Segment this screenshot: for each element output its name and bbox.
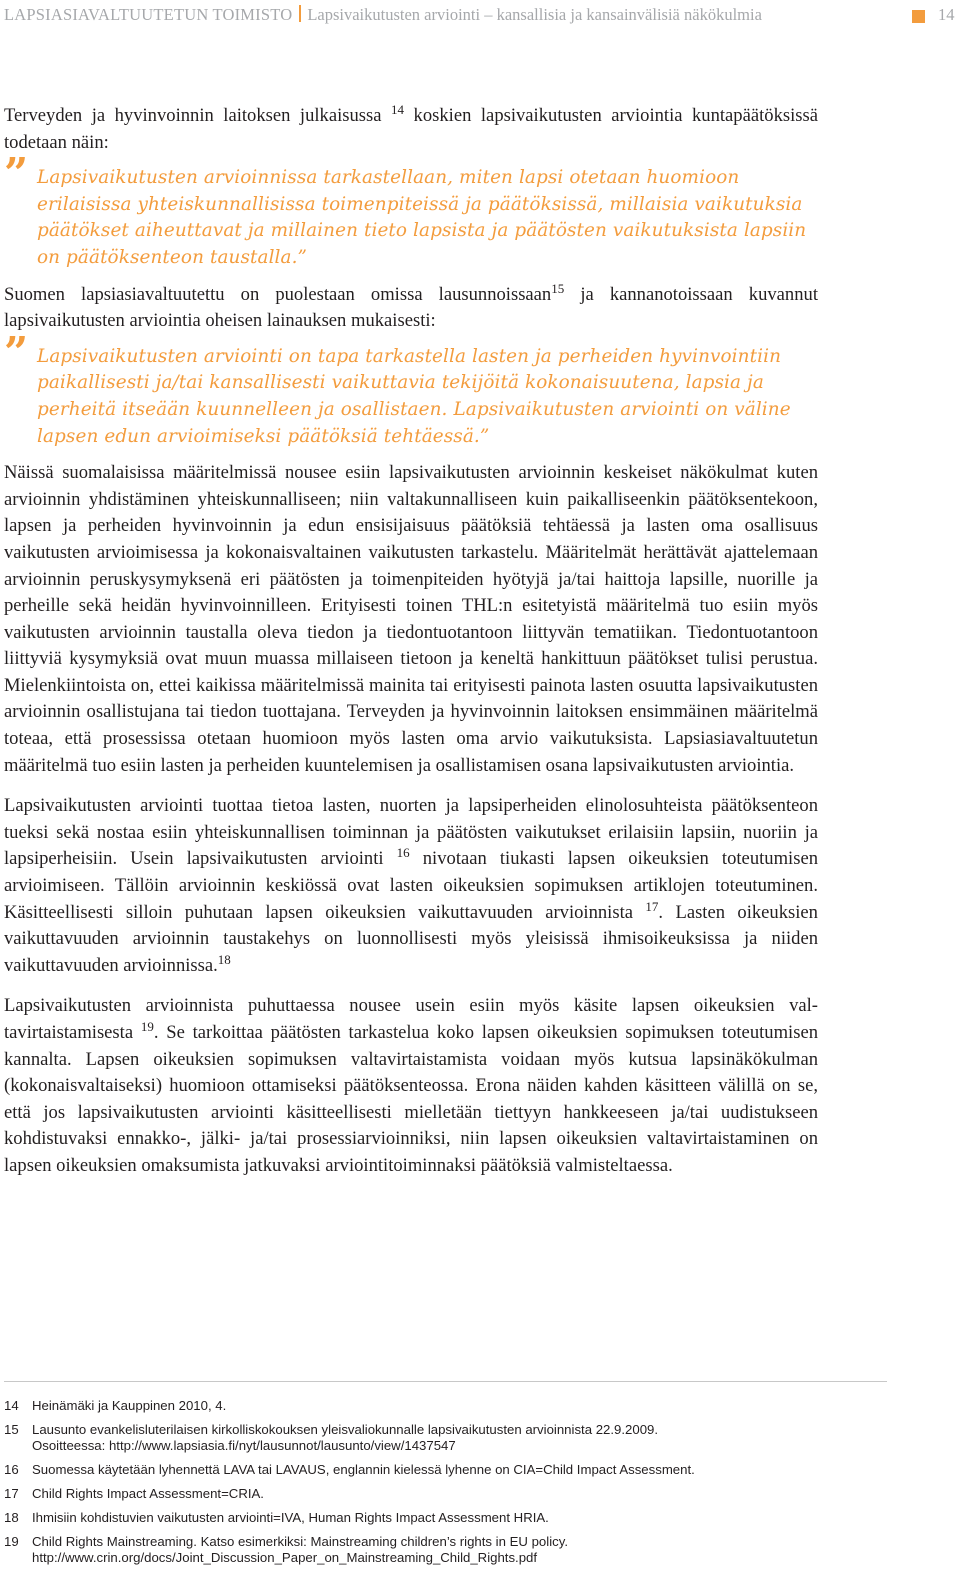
paragraph-text: koskien lapsivaikutusten arviointia kuntapäätöksissä todetaan näin: xyxy=(4,105,818,153)
footnote-number: 19 xyxy=(4,1534,19,1549)
footnote-ref[interactable]: 17 xyxy=(645,898,659,914)
quote-1 xyxy=(4,149,818,271)
footnote-number: 18 xyxy=(4,1510,19,1525)
quote-text: Lapsivaikutusten arviointi on tapa tarkastella lasten ja perheiden hyvinvointiin paikallisesti ja/tai kansallisesti vaikuttavia tekijöitä kokonaisuutena, lapsia ja perheitä itseään kuunnelleen ja osallistaen. Lapsivaikutusten arviointi on väline lapsen edun arvioimiseksi päätöksiä tehtäessä.” xyxy=(37,345,791,447)
footnote-divider xyxy=(4,1381,887,1382)
running-header xyxy=(4,5,956,27)
footnote-link[interactable]: Osoitteessa: http://www.lapsiasia.fi/nyt/lausunnot/lausunto/view/1437547 xyxy=(32,1438,456,1453)
quote-mark-icon: ” xyxy=(4,149,29,199)
page-number-marker xyxy=(912,10,925,23)
footnote-text: Heinämäki ja Kauppinen 2010, 4. xyxy=(32,1398,227,1413)
paragraph-text: Lapsivaikutusten arvioinnista puhuttaessa nousee usein esiin myös käsite lapsen oikeuksien valtavirtaistamisesta xyxy=(4,995,818,1043)
footnote-text: Child Rights Impact Assessment=CRIA. xyxy=(32,1486,264,1501)
footnote xyxy=(4,1486,904,1502)
footnote-number: 15 xyxy=(4,1422,19,1437)
footnote xyxy=(4,1534,904,1566)
footnote-text: Lausunto evankelisluterilaisen kirkolliskokouksen yleisvaliokunnalle lapsivaikutusten arvioinnista 22.9.2009. xyxy=(32,1422,659,1437)
footnote-text: Child Rights Mainstreaming. Katso esimerkiksi: Mainstreaming children’s rights in EU policy. xyxy=(32,1534,568,1549)
paragraph-text: nivotaan tiukasti lapsen oikeuksien toteutumisen arvioimiseen. Tällöin arvioinnin keskiössä ovat lasten oikeuksien sopimuksen artiklojen toteutuminen. Käsitteellisesti silloin puhutaan lapsen oikeuksien vaikuttavuuden arvioinnista xyxy=(4,848,818,923)
footnote-text: Suomessa käytetään lyhennettä LAVA tai LAVAUS, englannin kielessä lyhenne on CIA=Child Impact Assessment. xyxy=(32,1462,695,1477)
paragraph-text: Lapsivaikutusten arviointi tuottaa tietoa lasten, nuorten ja lapsiperheiden elinolosuhteista päätöksenteon tueksi sekä nostaa esiin yhteiskunnallisen toiminnan ja päätösten vaikutukset erilaisiin lapsiin, nuoriin ja lapsiperheisiin. Usein lapsivaikutusten arviointi xyxy=(4,795,818,870)
footnote xyxy=(4,1398,904,1414)
paragraph-text: Suomen lapsiasiavaltuutettu on puolestaan omissa lausunnoissaan xyxy=(4,283,552,305)
footnote xyxy=(4,1422,904,1454)
quote-mark-icon: ” xyxy=(4,327,29,377)
footnote xyxy=(4,1462,904,1478)
header-separator xyxy=(299,5,301,22)
footnote-ref[interactable]: 15 xyxy=(551,280,565,296)
quote-text: Lapsivaikutusten arvioinnissa tarkastellaan, miten lapsi otetaan huomioon erilaisissa yhteiskunnallisissa toimenpiteissä ja päätöksissä, millaisia vaikutuksia päätökset aiheuttavat ja millainen tieto lapsista ja päätösten vaikutuksista lapsiin on päätöksenteon taustalla.” xyxy=(37,167,807,268)
footnote-ref[interactable]: 18 xyxy=(217,951,231,967)
paragraph-4 xyxy=(4,793,818,979)
paragraph-text: ja kannanotoissaan kuvannut lapsivaikutusten arviointia oheisen lainauksen mukaisesti: xyxy=(4,283,818,332)
footnote-ref[interactable]: 16 xyxy=(396,845,410,861)
footnote-ref[interactable]: 19 xyxy=(140,1019,154,1034)
paragraph-text: . Lasten oikeuksien vaikuttavuuden arvioinnin taustakehys on luonnollisesti myös yleisissä ihmisoikeuksissa ja niiden vaikuttavuuden arvioinnissa. xyxy=(4,901,818,976)
footnote-ref[interactable]: 14 xyxy=(391,102,405,117)
footnotes xyxy=(4,1398,904,1574)
header-title: Lapsivaikutusten arviointi – kansallisia ja kansainvälisiä näkökulmia xyxy=(307,5,762,24)
header-organization: LAPSIASIAVALTUUTETUN TOIMISTO xyxy=(4,5,293,24)
paragraph-5 xyxy=(4,993,818,1179)
page-number: 14 xyxy=(938,5,955,24)
footnote-text: Ihmisiin kohdistuvien vaikutusten arviointi=IVA, Human Rights Impact Assessment HRIA. xyxy=(32,1510,549,1525)
footnote-link[interactable]: http://www.crin.org/docs/Joint_Discussion_Paper_on_Mainstreaming_Child_Rights.pdf xyxy=(32,1550,538,1565)
paragraph-3: Näissä suomalaisissa määritelmissä nousee esiin lapsivaikutusten arvioinnin keskeiset näkökulmat kuten arvioinnin yhdistäminen yhteiskunnalliseen; niin valtakunnalliseen kuin paikalliseenkin päätöksentekoon, lapsen ja perheiden hyvinvoinnin ja edun ensisijaisuus päätöksiä tehtäessä ja lasten oma osallisuus vaikutusten arvioimisessa ja kokonaisvaltainen vaikutusten tarkastelu. Määritelmät herättävät ajattelemaan arvioinnin peruskysymyksenä eri päätösten ja toimenpiteiden hyötyjä ja/tai haittoja lapsille, nuorille ja perheille sekä heidän hyvinvoinnilleen. Erityisesti toinen THL:n esitetyistä määritelmä tuo esiin myös vaikutusten arvioinnin taustalla oleva tiedon ja tiedontuotantoon liittyvän tematiikan. Tiedontuotantoon liittyviä kysymyksiä ovat muun muassa millaiseen tietoon ja keneltä hankittuun päätökset tulisi perustua. Mielenkiintoista on, ettei kaikissa määritelmissä mainita tai erityisesti painota lasten osuutta lapsivaikutusten arvioinnin osallistujana tai tiedon tuottajana. Terveyden ja hyvinvoinnin laitoksen ensimmäinen määritelmä toteaa, että prosessissa otetaan huomioon myös lasten oma arvio vaikutuksista. Lapsiasiavaltuutetun määritelmä tuo esiin lasten ja perheiden kuuntelemisen ja osallistamisen osana lapsivaikutusten arviointia. xyxy=(4,462,818,776)
paragraph-2 xyxy=(4,282,818,335)
main-text xyxy=(4,103,818,1180)
paragraph-text: . Se tarkoittaa päätösten tarkastelua koko lapsen oikeuksien sopimuksen toteutumisen kannalta. Lapsen oikeuksien sopimuksen valtavirtaistamista voidaan myös kutsua lapsinäkökulman (kokonaisvaltaiseksi) huomioon ottamiseksi päätöksenteossa. Erona näiden kahden käsitteen välillä on se, että jos lapsivaikutusten arviointi käsitteellisesti mielletään tiettyyn hankkeeseen ja/tai uudistukseen kohdistuvaksi ennakko-, jälki- ja/tai prosessiarvioinniksi, niin lapsen oikeuksien valtavirtaistaminen on lapsen oikeuksien omaksumista jatkuvaksi arviointitoiminnaksi päätöksiä valmisteltaessa. xyxy=(4,1022,818,1176)
paragraph-1 xyxy=(4,103,818,156)
footnote-number: 14 xyxy=(4,1398,19,1413)
footnote xyxy=(4,1510,904,1526)
footnote-number: 16 xyxy=(4,1462,19,1477)
paragraph-text: Terveyden ja hyvinvoinnin laitoksen julkaisussa xyxy=(4,105,382,126)
footnote-number: 17 xyxy=(4,1486,19,1501)
quote-2 xyxy=(4,327,818,450)
